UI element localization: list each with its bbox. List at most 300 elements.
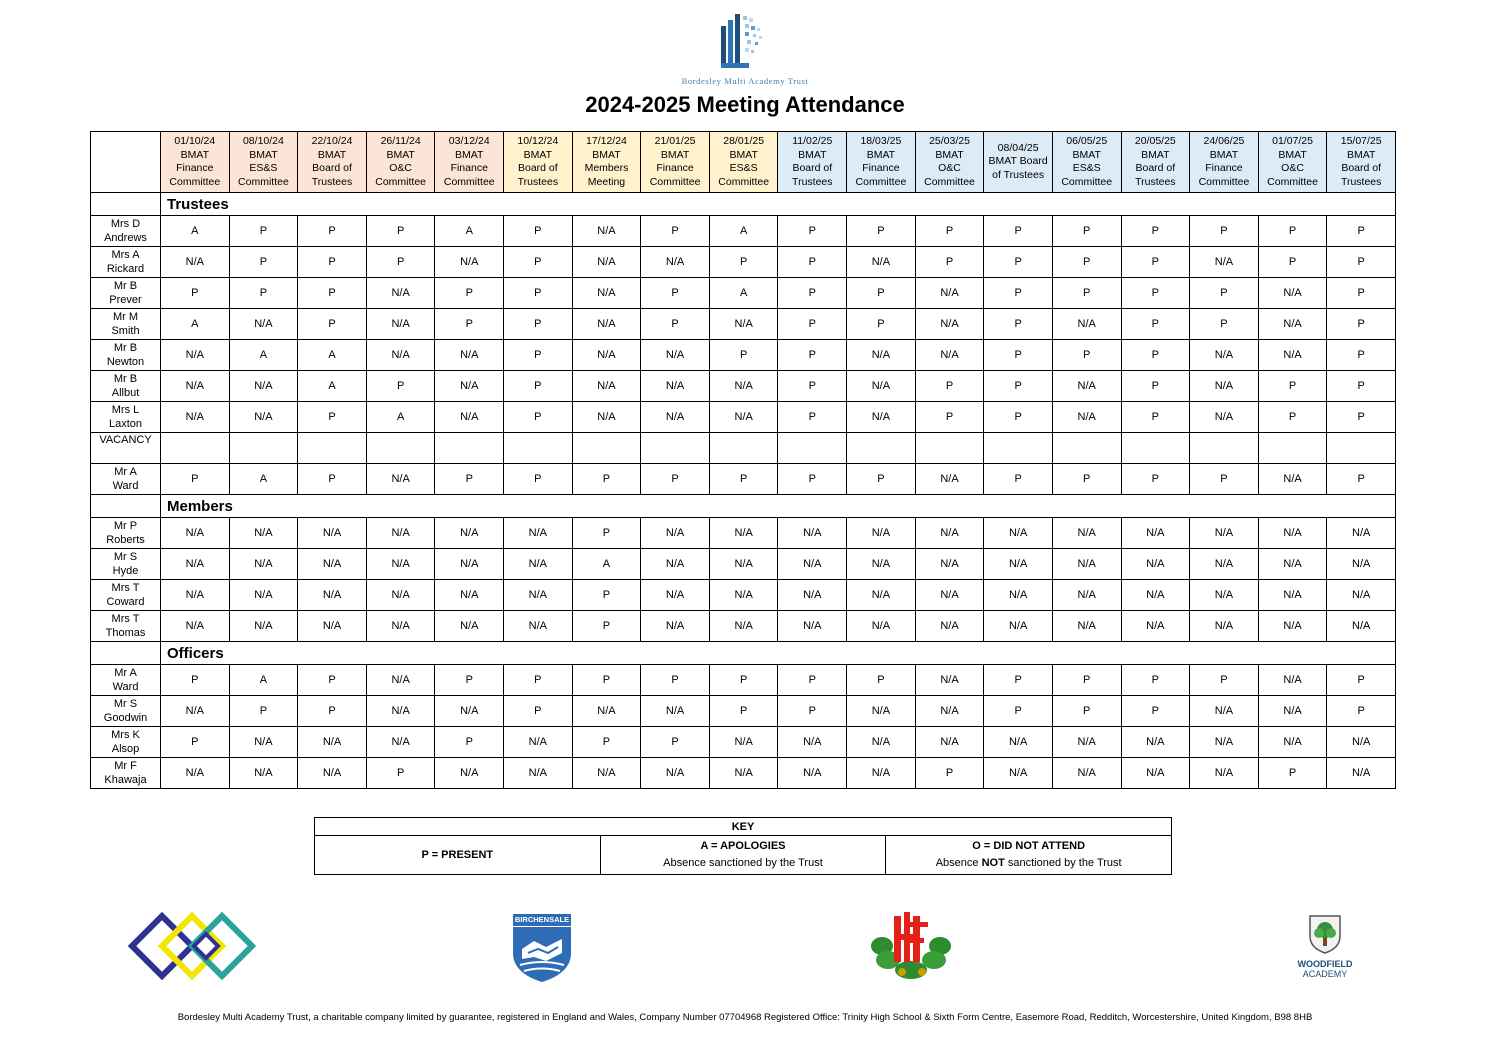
attendance-cell: N/A [366, 696, 435, 727]
meeting-name-line: Finance [1205, 162, 1243, 174]
attendance-cell: N/A [366, 518, 435, 549]
person-name-line: Mr B [113, 342, 138, 354]
attendance-cell: N/A [435, 549, 504, 580]
meeting-header [847, 132, 916, 193]
meeting-header [709, 132, 778, 193]
attendance-cell: P [1327, 309, 1396, 340]
attendance-cell: N/A [161, 580, 230, 611]
key-dna-note-post: sanctioned by the Trust [1007, 857, 1122, 869]
person-name-cell [91, 549, 161, 580]
attendance-cell: A [161, 216, 230, 247]
table-row [91, 216, 1396, 247]
attendance-cell: N/A [161, 371, 230, 402]
attendance-cell: P [1327, 464, 1396, 495]
woodfield-shield-icon [1308, 914, 1342, 954]
attendance-cell: N/A [1190, 611, 1259, 642]
person-name-cell [91, 758, 161, 789]
attendance-cell: P [504, 371, 573, 402]
meeting-date: 21/01/25 [654, 135, 696, 147]
attendance-cell: P [1327, 278, 1396, 309]
attendance-cell: P [1121, 696, 1190, 727]
attendance-cell: N/A [366, 580, 435, 611]
attendance-cell: N/A [641, 518, 710, 549]
attendance-cell: P [504, 340, 573, 371]
attendance-cell: N/A [984, 580, 1053, 611]
key-title: KEY [315, 818, 1172, 836]
attendance-cell [778, 433, 847, 464]
section-blank-cell [91, 495, 161, 518]
attendance-cell: N/A [435, 371, 504, 402]
meeting-name-line: Committee [238, 175, 289, 188]
person-name-cell [91, 580, 161, 611]
attendance-cell: P [298, 278, 367, 309]
attendance-cell: P [229, 696, 298, 727]
attendance-cell: N/A [366, 464, 435, 495]
meeting-name-line: O&C [1281, 162, 1304, 174]
meeting-name-line: Finance [656, 162, 694, 174]
attendance-cell: P [298, 309, 367, 340]
attendance-cell: P [847, 665, 916, 696]
attendance-cell: P [915, 758, 984, 789]
attendance-cell: P [298, 247, 367, 278]
attendance-cell: N/A [1327, 758, 1396, 789]
diamonds-logo-icon [128, 912, 258, 980]
person-name-cell [91, 611, 161, 642]
attendance-cell: N/A [915, 696, 984, 727]
attendance-cell: P [1121, 216, 1190, 247]
attendance-cell [709, 433, 778, 464]
attendance-cell: A [298, 371, 367, 402]
page-title: 2024-2025 Meeting Attendance [585, 92, 905, 117]
meeting-date: 22/10/24 [311, 135, 353, 147]
person-name-line: Mrs A [111, 249, 140, 261]
attendance-cell: N/A [984, 549, 1053, 580]
attendance-cell: P [572, 464, 641, 495]
meeting-name-line: Committee [169, 175, 221, 188]
attendance-cell: P [1327, 696, 1396, 727]
attendance-cell: N/A [1258, 340, 1327, 371]
meeting-name-line: BMAT [249, 148, 278, 161]
attendance-cell: N/A [709, 549, 778, 580]
meeting-name-line: BMAT [660, 148, 690, 161]
attendance-cell: N/A [366, 665, 435, 696]
attendance-cell: N/A [1052, 580, 1121, 611]
attendance-cell: P [1052, 464, 1121, 495]
key-table [314, 817, 1172, 875]
attendance-cell: N/A [915, 464, 984, 495]
birchensale-logo-text: BIRCHENSALE [514, 915, 570, 924]
attendance-cell: P [298, 216, 367, 247]
table-row [91, 727, 1396, 758]
person-name-line: Alsop [111, 743, 140, 755]
attendance-cell: A [298, 340, 367, 371]
attendance-cell: N/A [915, 518, 984, 549]
attendance-cell: P [709, 665, 778, 696]
attendance-cell: P [572, 727, 641, 758]
attendance-cell: N/A [641, 247, 710, 278]
attendance-cell: P [847, 278, 916, 309]
meeting-date: 03/12/24 [448, 135, 490, 147]
attendance-cell: N/A [1121, 549, 1190, 580]
attendance-cell: A [229, 665, 298, 696]
attendance-cell: N/A [366, 278, 435, 309]
meeting-date: 08/10/24 [242, 135, 284, 147]
meeting-name-line: Committee [1267, 175, 1318, 188]
key-dna-note-bold: NOT [981, 857, 1005, 869]
attendance-cell: N/A [572, 340, 641, 371]
attendance-cell: P [847, 464, 916, 495]
meeting-header [778, 132, 847, 193]
attendance-cell: N/A [366, 727, 435, 758]
attendance-cell: P [435, 665, 504, 696]
section-header-row [91, 193, 1396, 216]
attendance-cell: P [1258, 371, 1327, 402]
meeting-name-line: Committee [924, 175, 975, 188]
meeting-name-line: Trustees [311, 175, 353, 188]
attendance-cell: P [1121, 247, 1190, 278]
person-name-line: Mr A [114, 667, 137, 679]
section-blank-cell [91, 642, 161, 665]
meeting-name-line: O&C [938, 162, 961, 174]
section-title: Trustees [161, 193, 1396, 216]
attendance-cell: P [298, 696, 367, 727]
meeting-name-line: ES&S [729, 162, 758, 174]
attendance-cell: N/A [572, 247, 641, 278]
meeting-name-line: BMAT [386, 148, 415, 161]
meeting-date: 26/11/24 [380, 135, 421, 147]
meeting-header [161, 132, 230, 193]
attendance-cell: P [298, 665, 367, 696]
attendance-cell: P [778, 696, 847, 727]
attendance-cell: P [229, 216, 298, 247]
attendance-cell: P [641, 216, 710, 247]
table-row [91, 665, 1396, 696]
attendance-cell: N/A [1052, 402, 1121, 433]
woodfield-text-2: ACADEMY [1302, 969, 1348, 979]
person-name-line: Hyde [112, 565, 139, 577]
attendance-cell: P [709, 340, 778, 371]
attendance-cell: N/A [984, 518, 1053, 549]
attendance-cell: N/A [1190, 696, 1259, 727]
attendance-cell: N/A [1052, 518, 1121, 549]
attendance-cell: N/A [161, 549, 230, 580]
attendance-cell: N/A [435, 696, 504, 727]
attendance-cell: N/A [229, 309, 298, 340]
meeting-name-line: BMAT [866, 148, 896, 161]
attendance-cell: P [709, 696, 778, 727]
attendance-cell: N/A [1258, 611, 1327, 642]
diamonds-logo [128, 912, 258, 985]
attendance-cell: N/A [847, 518, 916, 549]
attendance-cell: P [1190, 309, 1259, 340]
attendance-cell: N/A [1190, 549, 1259, 580]
attendance-cell: N/A [298, 580, 367, 611]
birchensale-logo [512, 913, 572, 988]
attendance-cell: P [435, 309, 504, 340]
attendance-cell: P [641, 309, 710, 340]
section-title: Officers [161, 642, 1396, 665]
attendance-cell: P [778, 371, 847, 402]
meeting-name-line: BMAT [455, 148, 484, 161]
attendance-cell: N/A [778, 580, 847, 611]
meeting-header [504, 132, 573, 193]
person-name-line: Mr B [113, 373, 138, 385]
table-row [91, 464, 1396, 495]
attendance-cell: N/A [1258, 727, 1327, 758]
attendance-cell: A [709, 278, 778, 309]
attendance-cell: N/A [298, 727, 367, 758]
person-name-cell [91, 340, 161, 371]
meeting-name-line: Finance [862, 162, 900, 174]
meeting-name-line: Committee [718, 175, 770, 188]
attendance-cell [915, 433, 984, 464]
key-dna-note-pre: Absence [935, 857, 979, 869]
attendance-cell [229, 433, 298, 464]
attendance-cell: N/A [161, 611, 230, 642]
attendance-cell: P [984, 464, 1053, 495]
attendance-cell: N/A [1052, 371, 1121, 402]
key-apologies-label: A = APOLOGIES [700, 840, 786, 852]
attendance-cell: P [1052, 216, 1121, 247]
meeting-name-line: Committee [1198, 175, 1250, 188]
meeting-name-line: Committee [443, 175, 495, 188]
meeting-date: 01/10/24 [174, 135, 216, 147]
attendance-cell: P [984, 371, 1053, 402]
meeting-name-line: Trustees [1340, 175, 1382, 188]
person-name-cell [91, 696, 161, 727]
attendance-cell: P [572, 518, 641, 549]
holy-trinity-logo [868, 910, 954, 987]
meeting-name-line: Committee [855, 175, 907, 188]
section-title: Members [161, 495, 1396, 518]
attendance-cell: N/A [366, 340, 435, 371]
person-name-line: Mrs D [110, 218, 141, 230]
attendance-cell: A [709, 216, 778, 247]
attendance-cell: P [435, 727, 504, 758]
meeting-name-line: BMAT [1072, 148, 1101, 161]
attendance-cell: N/A [709, 580, 778, 611]
person-name-cell [91, 665, 161, 696]
attendance-cell: N/A [298, 611, 367, 642]
attendance-cell: N/A [1327, 727, 1396, 758]
attendance-cell: A [366, 402, 435, 433]
person-name-line: Mr S [113, 551, 138, 563]
attendance-cell: N/A [984, 758, 1053, 789]
attendance-cell: N/A [1258, 278, 1327, 309]
attendance-cell: N/A [641, 549, 710, 580]
meeting-date: 15/07/25 [1340, 135, 1382, 147]
attendance-cell: N/A [504, 580, 573, 611]
attendance-cell: P [641, 665, 710, 696]
attendance-cell: N/A [161, 696, 230, 727]
attendance-cell: N/A [229, 580, 298, 611]
attendance-cell: N/A [1258, 549, 1327, 580]
attendance-cell: P [1121, 278, 1190, 309]
attendance-cell: N/A [1190, 580, 1259, 611]
attendance-cell: N/A [1190, 758, 1259, 789]
attendance-cell: N/A [915, 665, 984, 696]
attendance-cell: N/A [229, 611, 298, 642]
attendance-cell: P [1190, 216, 1259, 247]
table-row [91, 518, 1396, 549]
attendance-cell: N/A [778, 518, 847, 549]
attendance-cell: N/A [709, 611, 778, 642]
attendance-cell: N/A [435, 518, 504, 549]
attendance-cell: P [915, 402, 984, 433]
attendance-cell: P [504, 309, 573, 340]
meeting-header [298, 132, 367, 193]
attendance-cell: N/A [847, 402, 916, 433]
attendance-cell: P [504, 247, 573, 278]
attendance-cell: P [1052, 247, 1121, 278]
person-name-cell [91, 216, 161, 247]
attendance-cell: N/A [1258, 580, 1327, 611]
attendance-cell: N/A [915, 309, 984, 340]
attendance-cell: P [984, 665, 1053, 696]
attendance-cell: P [1258, 216, 1327, 247]
meeting-header [1190, 132, 1259, 193]
meeting-name-line: BMAT [592, 148, 621, 161]
person-name-cell [91, 247, 161, 278]
attendance-cell: N/A [847, 758, 916, 789]
ht-crest-icon [868, 910, 954, 982]
attendance-cell: P [161, 464, 230, 495]
attendance-cell: N/A [709, 727, 778, 758]
attendance-cell: N/A [435, 340, 504, 371]
attendance-cell: P [366, 216, 435, 247]
attendance-cell: A [572, 549, 641, 580]
attendance-cell: P [984, 278, 1053, 309]
attendance-cell: P [435, 278, 504, 309]
attendance-cell: N/A [298, 518, 367, 549]
attendance-cell: P [1121, 371, 1190, 402]
meeting-name-line: BMAT [729, 148, 758, 161]
meeting-header [1258, 132, 1327, 193]
attendance-cell [1190, 433, 1259, 464]
person-name-cell [91, 518, 161, 549]
attendance-cell: P [984, 216, 1053, 247]
attendance-cell: N/A [298, 549, 367, 580]
table-row [91, 580, 1396, 611]
attendance-cell: P [709, 247, 778, 278]
attendance-cell: P [1190, 464, 1259, 495]
attendance-cell: P [641, 727, 710, 758]
attendance-cell: N/A [709, 758, 778, 789]
meeting-name-line: BMAT [1346, 148, 1376, 161]
meeting-name-line: Trustees [517, 175, 559, 188]
attendance-cell: N/A [504, 611, 573, 642]
attendance-cell [1258, 433, 1327, 464]
attendance-cell: N/A [161, 518, 230, 549]
attendance-cell: P [504, 216, 573, 247]
bmat-logo-icon [715, 10, 775, 74]
key-dna-label: O = DID NOT ATTEND [972, 840, 1086, 852]
attendance-cell [984, 433, 1053, 464]
attendance-cell: N/A [915, 278, 984, 309]
attendance-cell: N/A [435, 402, 504, 433]
attendance-cell: P [504, 665, 573, 696]
attendance-cell: N/A [915, 727, 984, 758]
person-name-cell [91, 402, 161, 433]
table-row [91, 340, 1396, 371]
woodfield-logo [1292, 914, 1358, 979]
meeting-name-line: Committee [1061, 175, 1113, 188]
attendance-cell: P [161, 278, 230, 309]
attendance-cell: N/A [641, 371, 710, 402]
attendance-cell: N/A [1052, 611, 1121, 642]
attendance-cell: N/A [572, 309, 641, 340]
attendance-cell [298, 433, 367, 464]
attendance-cell: P [915, 247, 984, 278]
meeting-date: 06/05/25 [1066, 135, 1108, 147]
attendance-cell: P [1258, 247, 1327, 278]
attendance-cell: P [984, 340, 1053, 371]
meeting-header [1121, 132, 1190, 193]
person-name-cell [91, 278, 161, 309]
attendance-cell [641, 433, 710, 464]
person-name-line: Ward [112, 681, 139, 693]
attendance-cell: N/A [1052, 758, 1121, 789]
attendance-cell: A [229, 464, 298, 495]
meeting-date: 01/07/25 [1272, 135, 1313, 147]
attendance-cell: N/A [229, 371, 298, 402]
attendance-cell: N/A [1052, 727, 1121, 758]
attendance-cell: P [161, 727, 230, 758]
meeting-name-line: BMAT [317, 148, 347, 161]
meeting-name-line: O&C [389, 162, 413, 174]
person-name-line: Laxton [108, 418, 143, 430]
attendance-cell: N/A [641, 611, 710, 642]
attendance-cell: P [1190, 665, 1259, 696]
table-row [91, 696, 1396, 727]
key-did-not-attend [886, 836, 1172, 875]
person-name-line: Thomas [105, 627, 146, 639]
attendance-cell [1121, 433, 1190, 464]
footer-text: Bordesley Multi Academy Trust, a charitable company limited by guarantee, registered in England and Wales, Company Number 07704968 Registered Office: Trinity High School & Sixth Form Centre, Easemore Road, Redditch, Worcestershire, United Kingdom, B98 8HB [177, 1012, 1313, 1023]
meeting-header [366, 132, 435, 193]
meeting-name-line: Board of [1341, 162, 1382, 174]
attendance-cell [366, 433, 435, 464]
person-name-line: Smith [111, 325, 140, 337]
meeting-date: 20/05/25 [1134, 135, 1176, 147]
attendance-cell: P [504, 402, 573, 433]
key-apologies-note: Absence sanctioned by the Trust [663, 857, 823, 869]
attendance-cell: N/A [1190, 727, 1259, 758]
attendance-cell: P [1258, 758, 1327, 789]
meeting-header [572, 132, 641, 193]
attendance-cell: N/A [229, 727, 298, 758]
attendance-cell: P [1190, 278, 1259, 309]
meeting-name-line: ES&S [1072, 162, 1101, 174]
meeting-name-line: BMAT [1278, 148, 1307, 161]
attendance-cell: P [641, 278, 710, 309]
attendance-cell: P [1327, 402, 1396, 433]
attendance-cell: P [1327, 665, 1396, 696]
attendance-cell: N/A [298, 758, 367, 789]
attendance-cell: P [366, 371, 435, 402]
meeting-date: 10/12/24 [517, 135, 559, 147]
table-row [91, 278, 1396, 309]
attendance-cell: N/A [366, 549, 435, 580]
attendance-cell: P [572, 665, 641, 696]
meeting-date: 17/12/24 [586, 135, 627, 147]
attendance-cell: P [1121, 464, 1190, 495]
person-name-line: Ward [112, 480, 139, 492]
attendance-cell: N/A [915, 549, 984, 580]
attendance-cell: P [435, 464, 504, 495]
trust-logo [0, 10, 1490, 86]
meeting-name-line: Finance [450, 162, 488, 174]
